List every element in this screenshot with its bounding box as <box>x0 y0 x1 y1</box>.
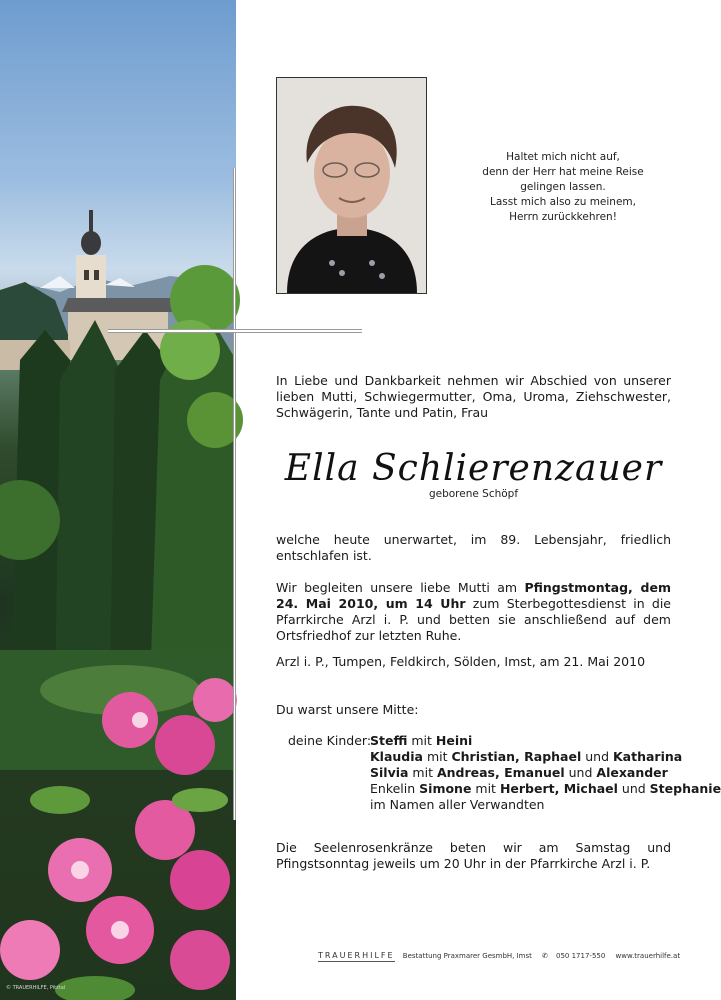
funeral-text-part2: zum Sterbegottesdienst in die Pfarrkirche Arzl i. P. und betten sie anschließend auf dem Ortsfriedhof zur letzten Ruhe. <box>276 596 672 643</box>
place-date: Arzl i. P., Tumpen, Feldkirch, Sölden, Imst, am 21. Mai 2010 <box>276 654 646 669</box>
maiden-name: geborene Schöpf <box>428 488 519 500</box>
rosary-text: Die Seelenrosenkränze beten wir am Samstag und Pfingstsonntag jeweils um 20 Uhr in der Pfarrkirche Arzl i. P. <box>276 840 671 871</box>
quote-line: gelingen lassen. <box>520 181 606 193</box>
funeral-date: Pfingstmontag, dem 24. Mai 2010, um 14 Uhr <box>276 580 671 611</box>
child-line: Steffi mit Heini <box>370 733 473 748</box>
quote-line: Lasst mich also zu meinem, <box>490 196 636 208</box>
quote-line: denn der Herr hat meine Reise <box>482 166 644 178</box>
deceased-name: Ella Schlierenzauer <box>284 448 663 489</box>
intro-text: In Liebe und Dankbarkeit nehmen wir Abschied von unserer lieben Mutti, Schwiegermutter, Oma, Uroma, Ziehschwester, Schwägerin, Tante und Patin, Frau <box>276 373 671 420</box>
website[interactable]: www.trauerhilfe.at <box>615 952 681 960</box>
child-line: Klaudia mit Christian, Raphael und Katharina <box>370 749 683 764</box>
trauerhilfe-logo: TRAUERHILFE <box>318 951 395 960</box>
landscape-illustration <box>0 0 236 1000</box>
child-line: Silvia mit Andreas, Emanuel und Alexander <box>370 765 668 780</box>
portrait-photo <box>276 77 427 294</box>
phone-icon: ✆ <box>542 952 549 960</box>
children-label: deine Kinder: <box>288 733 372 748</box>
quote-line: Herrn zurückkehren! <box>509 211 617 223</box>
grandchild-line: Enkelin Simone mit Herbert, Michael und Stephanie <box>370 781 721 796</box>
portrait-illustration <box>277 78 426 293</box>
footer <box>318 951 688 960</box>
funeral-text <box>276 580 671 644</box>
quote-line: Haltet mich nicht auf, <box>506 151 620 163</box>
center-line: Du warst unsere Mitte: <box>276 702 419 717</box>
quote-block <box>478 150 648 225</box>
relatives-line: im Namen aller Verwandten <box>370 797 545 812</box>
phone-number: 050 1717-550 <box>556 952 606 960</box>
funeral-text-part1: Wir begleiten unsere liebe Mutti am <box>276 580 525 595</box>
church-garden-photo <box>0 0 236 1000</box>
photo-credit: © TRAUERHILFE, Pitztal <box>6 985 66 991</box>
cross-vertical-line <box>233 168 236 820</box>
company-name: Bestattung Praxmarer GesmbH, Imst <box>402 952 532 960</box>
passing-text: welche heute unerwartet, im 89. Lebensjahr, friedlich entschlafen ist. <box>276 532 671 563</box>
cross-horizontal-line <box>108 329 362 333</box>
